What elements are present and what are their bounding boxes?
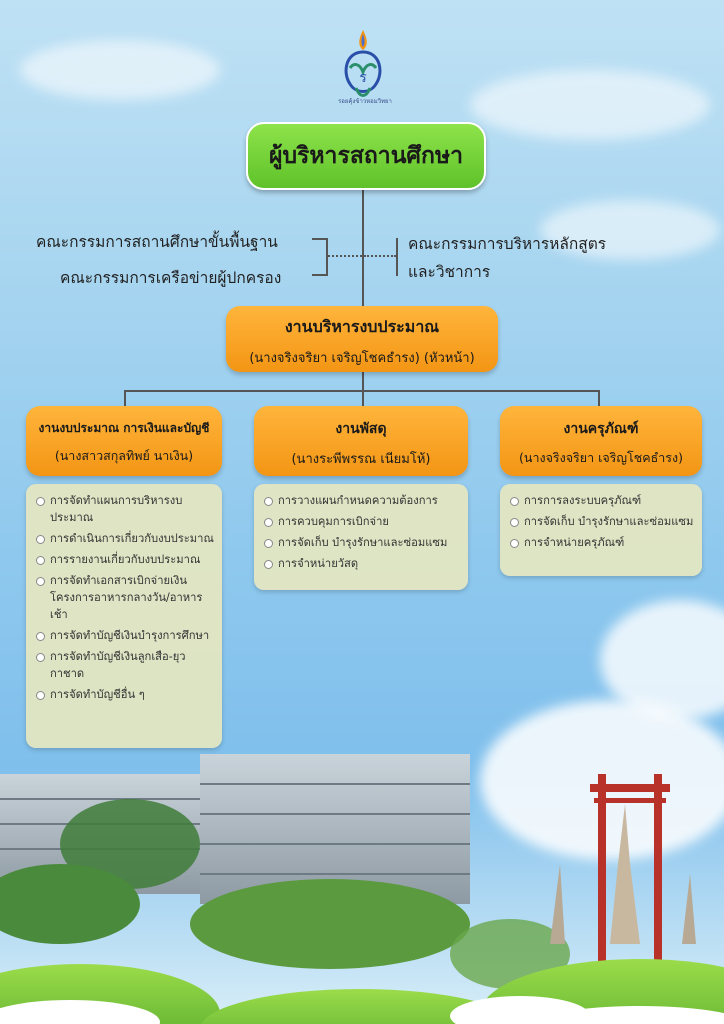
branch-drop-3 bbox=[598, 390, 600, 406]
list-item: การจัดทำเอกสารเบิกจ่ายเงินโครงการอาหารกลางวัน/อาหารเช้า bbox=[36, 572, 214, 623]
budget-department-head: (นางจริงจริยา เจริญโชคธำรง) (หัวหน้า) bbox=[249, 351, 475, 366]
cloud bbox=[470, 70, 710, 140]
list-item: การการลงระบบครุภัณฑ์ bbox=[510, 492, 694, 509]
unit-finance-tasks bbox=[26, 484, 222, 748]
unit-equipment-person: (นางจริงจริยา เจริญโชคธำรง) bbox=[519, 450, 683, 465]
unit-equipment-box bbox=[500, 406, 702, 476]
unit-supplies-title: งานพัสดุ bbox=[335, 421, 387, 437]
dotted-link-right bbox=[364, 255, 396, 257]
list-item: การจำหน่ายวัสดุ bbox=[264, 555, 460, 572]
list-item: การดำเนินการเกี่ยวกับงบประมาณ bbox=[36, 530, 214, 547]
budget-department-box bbox=[226, 306, 498, 372]
branch-drop-1 bbox=[124, 390, 126, 406]
unit-finance-title: งานงบประมาณ การเงินและบัญชี bbox=[38, 421, 210, 435]
school-scenery-illustration bbox=[0, 744, 724, 1024]
unit-supplies-person: (นางระพีพรรณ เนียมโห้) bbox=[291, 452, 431, 467]
bracket-right-vert bbox=[396, 238, 398, 276]
budget-department-title: งานบริหารงบประมาณ bbox=[284, 317, 440, 336]
list-item: การจัดทำบัญชีเงินบำรุงการศึกษา bbox=[36, 627, 214, 644]
dotted-link-left bbox=[328, 255, 362, 257]
unit-equipment-tasks bbox=[500, 484, 702, 576]
branch-stem bbox=[362, 372, 364, 392]
list-item: การควบคุมการเบิกจ่าย bbox=[264, 513, 460, 530]
logo-caption: รอยคุ้งข้าวหอมวิทยา bbox=[338, 98, 392, 105]
branch-drop-2 bbox=[362, 390, 364, 406]
bracket-left-vert bbox=[326, 238, 328, 276]
list-item: การวางแผนกำหนดความต้องการ bbox=[264, 492, 460, 509]
trunk-line bbox=[362, 186, 364, 306]
committee-curriculum-line1: คณะกรรมการบริหารหลักสูตร bbox=[408, 235, 607, 253]
committee-parent-network: คณะกรรมการเครือข่ายผู้ปกครอง bbox=[60, 269, 282, 287]
committee-basic-education: คณะกรรมการสถานศึกษาขั้นพื้นฐาน bbox=[36, 233, 278, 251]
unit-equipment-title: งานครุภัณฑ์ bbox=[563, 421, 639, 437]
list-item: การจัดเก็บ บำรุงรักษาและซ่อมแซม bbox=[264, 534, 460, 551]
list-item: การจัดทำบัญชีเงินลูกเสือ-ยุวกาชาด bbox=[36, 648, 214, 682]
school-logo-icon bbox=[336, 28, 390, 106]
list-item: การจำหน่ายครุภัณฑ์ bbox=[510, 534, 694, 551]
list-item: การรายงานเกี่ยวกับงบประมาณ bbox=[36, 551, 214, 568]
cloud bbox=[20, 40, 220, 100]
bracket-left-bottom bbox=[312, 274, 328, 276]
unit-supplies-box bbox=[254, 406, 468, 476]
list-item: การจัดทำแผนการบริหารงบประมาณ bbox=[36, 492, 214, 526]
list-item: การจัดทำบัญชีอื่น ๆ bbox=[36, 686, 214, 703]
unit-finance-person: (นางสาวสกุลทิพย์ นาเงิน) bbox=[54, 448, 194, 463]
unit-supplies-tasks bbox=[254, 484, 468, 590]
unit-finance-box bbox=[26, 406, 222, 476]
committee-curriculum-line2: และวิชาการ bbox=[408, 263, 491, 281]
school-director-box: ผู้บริหารสถานศึกษา bbox=[246, 122, 486, 190]
list-item: การจัดเก็บ บำรุงรักษาและซ่อมแซม bbox=[510, 513, 694, 530]
svg-text:ร: ร bbox=[359, 70, 367, 86]
